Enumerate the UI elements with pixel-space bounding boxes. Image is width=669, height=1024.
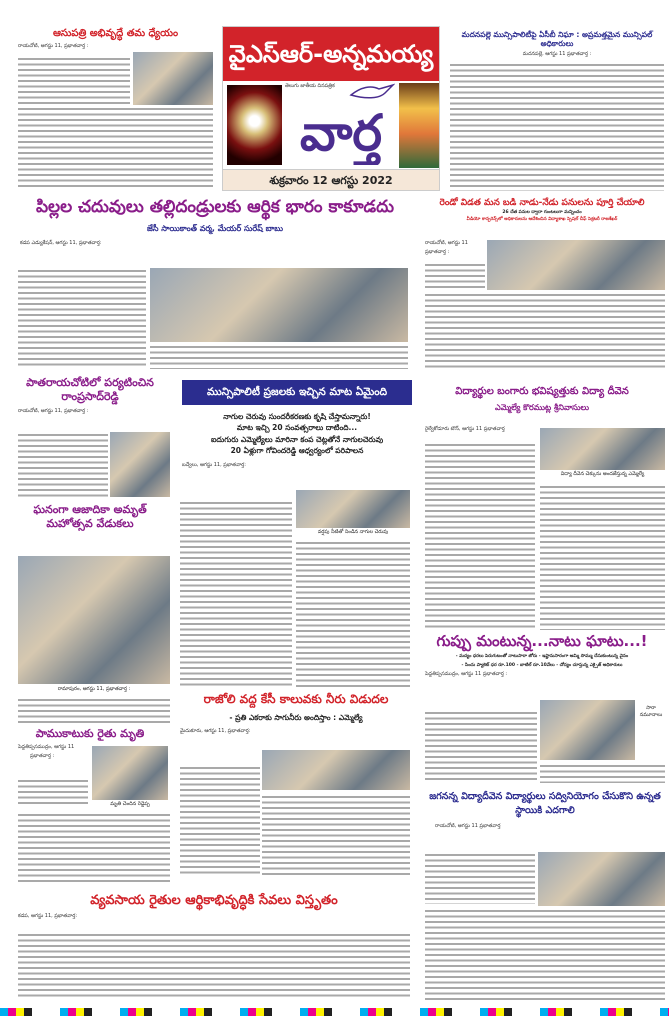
body-text: [18, 106, 213, 188]
body-text: [18, 932, 410, 1000]
byline: మదనపల్లె, ఆగస్టు 11 ప్రభాతవార్త :: [522, 50, 592, 57]
headline-vidya: విద్యార్థుల బంగారు భవిష్యత్తుకు విద్యా దీవెన: [455, 386, 629, 397]
subhead: - సిందు ప్యాకెట్ ధర రూ.100 - బాటిల్ రూ.10వేలు - చోద్యం చూస్తున్న ఎక్సైజ్ అధికారులు: [461, 662, 623, 668]
byline: రాయచోటి, ఆగస్టు 11: [425, 240, 468, 246]
byline: రాయచోటి, ఆగస్టు 11, ప్రభాతవార్త :: [18, 407, 89, 414]
byline: పెద్దతిప్పసముద్రం, ఆగస్టు 11: [18, 743, 75, 750]
body-text: [180, 500, 292, 688]
photo-conference: [487, 240, 665, 290]
subhead: - ప్రతి ఎకరాకు సాగునీరు అందిస్తాం : ఎమ్మెల్యే: [229, 713, 363, 722]
deity-image: [227, 85, 282, 165]
photo-caption: సారా నమూనాలు: [636, 705, 666, 718]
byline: కడప ఎడ్యుకేషన్, ఆగస్టు 11, ప్రభాతవార్త:: [20, 240, 102, 247]
edition-name: వైఎస్ఆర్-అన్నమయ్య: [223, 27, 439, 81]
nadu-nedu-byline-block: [425, 240, 485, 255]
dove-icon: [349, 83, 395, 101]
headline-farmers: వ్యవసాయ రైతుల ఆర్థికాభివృద్ధికి సేవలు విస్తృతం: [90, 893, 338, 908]
story-acb-header: [448, 30, 666, 57]
subhead: 26 చేత పనుల ద్వారా గుంటలుగా మన్నించం: [502, 210, 582, 216]
byline: రాయచోటి, ఆగస్టు 11 ప్రభాతవార్త: [435, 822, 501, 829]
subhead: ఐదుగురు ఎమ్మెల్యేలు మారినా కంప చెట్లతోనే నాగులచెరువు: [210, 434, 384, 444]
photo-caption: వర్షపు నీటితో నిండిన నాగుల చెరువు: [296, 529, 410, 536]
body-text: [296, 540, 410, 688]
photo-vidya: [540, 428, 665, 470]
body-text: [425, 710, 537, 782]
body-text: [540, 763, 665, 783]
vidya-byline-block: [425, 426, 537, 433]
headline-azadi: ఘనంగా ఆజాదికా అమృత్ మహోత్సవ వేడుకలు: [33, 503, 147, 530]
lead-headline: పిల్లల చదువులు తల్లిదండ్రులకు ఆర్థిక భారం కాకూడదు: [35, 197, 395, 217]
body-text: [450, 62, 664, 191]
body-text: [18, 812, 170, 884]
photo-hospital: [133, 52, 213, 105]
headline-rajoli: రాజోలి వద్ద కేసీ కాలువకు నీరు విడుదల: [203, 692, 389, 706]
subhead: నాగుల చెరువు సుందరీకరణకు కృషి చేస్తామన్నారు!: [223, 412, 371, 422]
municipality-subheads: [182, 411, 412, 456]
body-text: [18, 697, 170, 723]
story-farmers-header: [18, 893, 410, 920]
subhead: వీడియో కాన్ఫరెన్స్‌లో అధికారులను ఆదేశించిన విద్యాశాఖ స్పెషల్ చీఫ్ సెక్రటరీ రాజశేఖర్: [466, 217, 618, 223]
masthead: [222, 26, 440, 191]
story-vidya-header: [418, 386, 666, 413]
headline-snake: పాముకాటుకు రైతు మృతి: [35, 727, 145, 740]
subhead: 20 ఏళ్లుగా గోవిందరెడ్డి ఆధ్వర్యంలో పరిపాలన: [230, 445, 364, 455]
photo-caption: మృతి చెందిన రెడ్డెప్ప: [92, 801, 168, 808]
body-text: [18, 778, 88, 806]
photo-ramprasad: [110, 432, 170, 497]
body-text: [540, 484, 665, 630]
body-text: [180, 765, 260, 877]
paper-title: వార్త: [299, 104, 383, 162]
body-text: [425, 262, 485, 290]
photo-snake: [92, 746, 168, 800]
headline-acb: మదనపల్లె మున్సిపాలిటీపై ఏసీబీ నిఘా : అప్రమత్తమైన మున్సిపల్ అధికారులు: [461, 30, 653, 49]
byline: కడప, ఆగస్టు 11, ప్రభాతవార్త:: [18, 913, 78, 920]
body-text: [425, 442, 535, 630]
byline: మైదుకూరు, ఆగస్టు 11, ప్రభాతవార్త:: [180, 728, 251, 735]
headline-hospital: ఆసుపత్రి అభివృద్ధే తమ ధ్యేయం: [52, 28, 179, 39]
story-nadu-nedu-header: [418, 198, 666, 223]
headline-jagananna: జగనన్న విద్యాదీవెన విద్యార్థులు సద్వినియోగం చేసుకొని ఉన్నత స్థాయికి ఎదగాలి: [429, 791, 661, 817]
photo-rajoli: [262, 750, 410, 790]
photo-natu: [540, 700, 635, 760]
body-text: [262, 794, 410, 877]
story-hospital-header: [18, 28, 213, 49]
body-text: [18, 432, 108, 497]
story-jagananna-header: [425, 790, 665, 829]
photo-jagananna: [538, 852, 665, 906]
date: శుక్రవారం 12 ఆగస్టు 2022: [223, 169, 439, 190]
tagline: తెలుగు జాతీయ దినపత్రిక: [285, 83, 335, 89]
byline: ప్రభాతవార్త :: [425, 248, 450, 255]
headline-municipality: మున్సిపాలిటీ ప్రజలకు ఇచ్చిన మాట ఏమైంది: [182, 380, 412, 405]
byline: రైల్వేకోడూరు టౌన్, ఆగస్టు 11 ప్రభాతవార్త: [425, 426, 505, 432]
story-ramprasad-header: [10, 376, 170, 414]
subhead: మాట ఇచ్చి 20 సంవత్సరాలు దాటింది...: [236, 423, 358, 433]
body-text: [425, 292, 665, 370]
headline-natu: గుప్పు మంటున్న...నాటు ఘాటు...!: [436, 632, 648, 650]
byline: పెద్దతిప్పసముద్రం, ఆగస్టు 11 ప్రభాతవార్త :: [425, 671, 508, 678]
story-lead-header: [15, 197, 415, 247]
photo-caption: విద్యా దీవెన చెక్కును అందజేస్తున్న ఎమ్మెల్యే: [540, 471, 665, 478]
byline: రాయచోటి, ఆగస్టు 11, ప్రభాతవార్త :: [18, 42, 89, 49]
lead-subhead: జేసీ సాయికాంత్ వర్మ, మేయర్ సురేష్ బాబు: [147, 224, 283, 234]
story-azadi-header: [10, 503, 170, 531]
body-text: [150, 344, 408, 369]
byline: ప్రభాతవార్త :: [30, 753, 55, 760]
subhead: - మద్యం ధరలు పెరుగుటంతో నాటుసారా జోరు - ఇష్టానుసారంగా అమ్మి సొమ్ము చేసుకుంటున్న వైనం: [455, 653, 629, 659]
byline: బద్వేలు, ఆగస్టు 11, ప్రభాతవార్త:: [182, 462, 246, 469]
body-text: [425, 852, 535, 904]
story-natu-header: [418, 632, 666, 678]
headline-nadu-nedu: రెండో విడత మన బడి నాడు-నేడు పనులను పూర్తి చేయాలి: [439, 198, 645, 208]
story-rajoli-header: [180, 692, 412, 735]
body-text: [425, 908, 665, 1000]
photo-lead: [150, 268, 408, 342]
photo-azadi: [18, 556, 170, 684]
body-text: [18, 56, 130, 104]
story-municipality-header: [182, 380, 412, 469]
annamayya-image: [399, 83, 439, 168]
headline-ramprasad: పాతరాయచోటిలో పర్యటించిన రాంప్రసాద్‌రెడ్డి: [26, 376, 154, 403]
story-snake-header: [10, 727, 145, 760]
color-registration-bar: [0, 1008, 669, 1016]
body-text: [18, 268, 146, 368]
photo-caption: రామాపురం, ఆగస్టు 11, ప్రభాతవార్త :: [18, 686, 170, 693]
photo-nagula-cheruvu: [296, 490, 410, 528]
subhead: ఎమ్మెల్యే కొరముట్ల శ్రీనివాసులు: [495, 402, 589, 412]
